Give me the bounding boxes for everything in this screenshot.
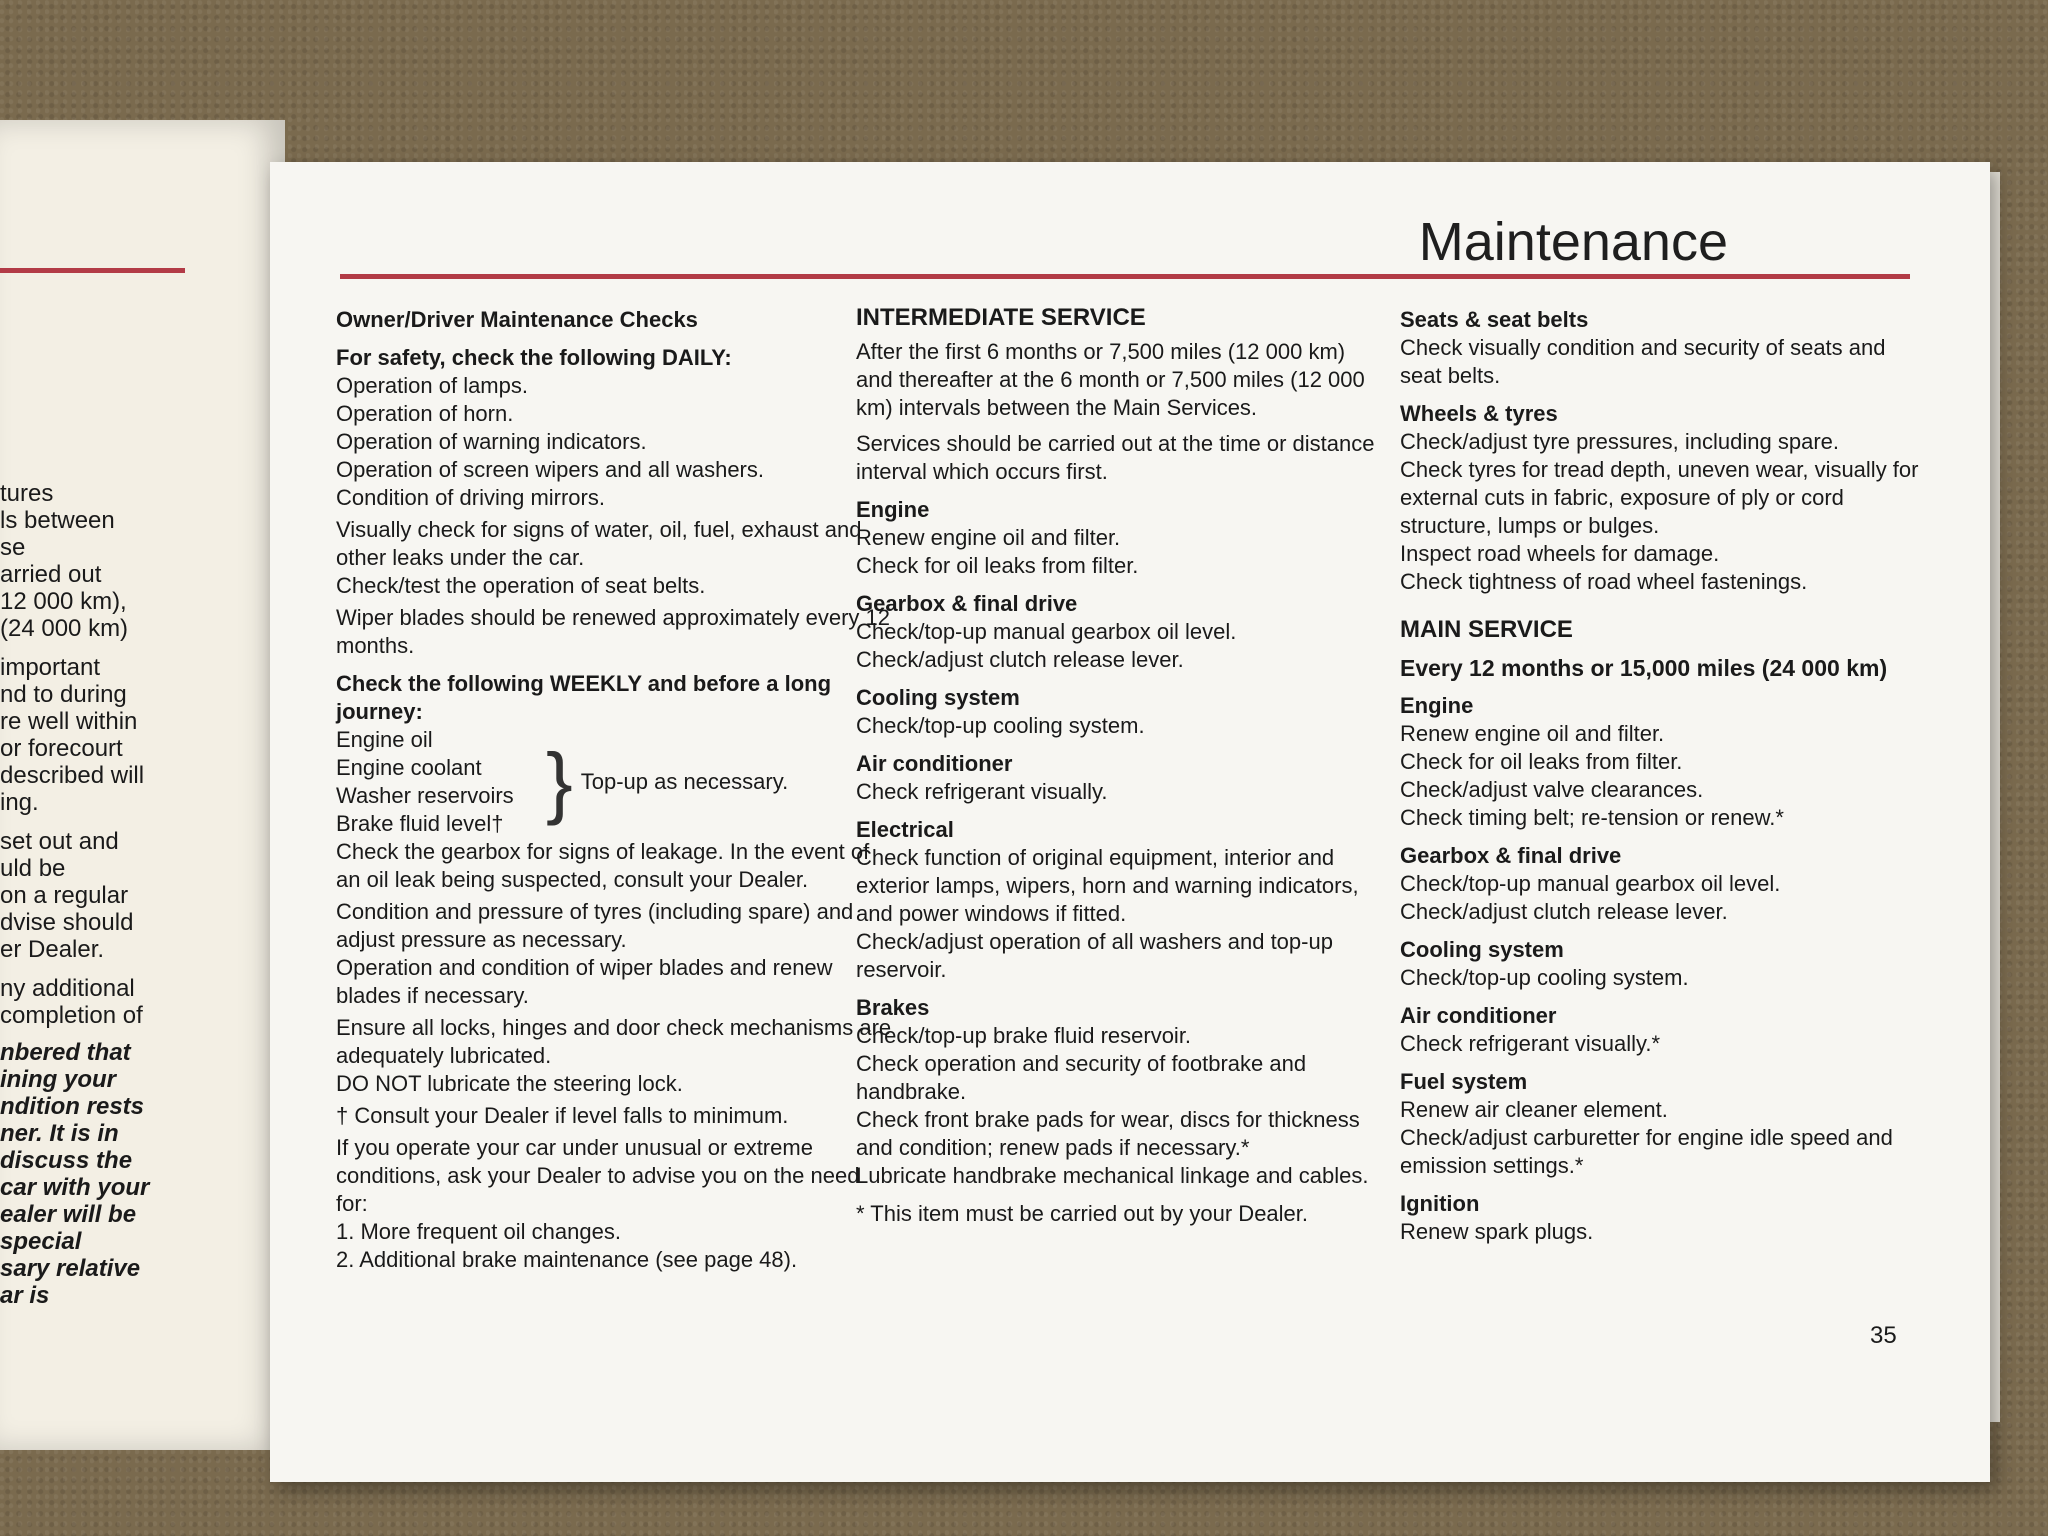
left-line: er Dealer. bbox=[0, 936, 105, 963]
left-line: se bbox=[0, 534, 26, 561]
weekly-item: Brake fluid level† bbox=[336, 811, 504, 836]
section-line: Check tyres for tread depth, uneven wear, visually for external cuts in fabric, exposure of ply or cord structure, lumps or bulges. bbox=[1400, 457, 1919, 538]
page-number: 35 bbox=[1870, 1322, 1897, 1349]
left-line: described will bbox=[0, 762, 145, 789]
left-line: (24 000 km) bbox=[0, 615, 129, 642]
left-line: uld be bbox=[0, 855, 66, 882]
left-bold-paragraph bbox=[0, 1039, 285, 1309]
weekly-item: Washer reservoirs bbox=[336, 783, 514, 808]
section-line: Check operation and security of footbrake and handbrake. bbox=[856, 1051, 1307, 1104]
seat-belt-check: Check/test the operation of seat belts. bbox=[336, 573, 706, 598]
brace-glyph: } bbox=[546, 737, 573, 826]
left-bold-line: discuss the bbox=[0, 1147, 133, 1174]
left-line: or forecourt bbox=[0, 735, 123, 762]
section-line: Check timing belt; re-tension or renew.* bbox=[1400, 805, 1784, 830]
daily-item: Operation of horn. bbox=[336, 401, 514, 426]
left-bold-line: ining your bbox=[0, 1066, 116, 1093]
left-bold-line: sary relative bbox=[0, 1255, 141, 1282]
section-title: Engine bbox=[1400, 693, 1474, 718]
list-item: 1. More frequent oil changes. bbox=[336, 1219, 621, 1244]
page-title: Maintenance bbox=[1418, 212, 1728, 272]
left-page-rule bbox=[0, 268, 185, 273]
section-line: Check/adjust clutch release lever. bbox=[856, 647, 1184, 672]
left-bold-line: ner. It is in bbox=[0, 1120, 119, 1147]
visual-check: Visually check for signs of water, oil, fuel, exhaust and other leaks under the car. bbox=[336, 517, 862, 570]
section-title: Cooling system bbox=[1400, 937, 1564, 962]
left-bold-line: nbered that bbox=[0, 1039, 131, 1066]
section-title: Engine bbox=[856, 497, 930, 522]
left-line: completion of bbox=[0, 1002, 143, 1029]
left-bold-line: car with your bbox=[0, 1174, 150, 1201]
left-line: 12 000 km), bbox=[0, 588, 127, 615]
weekly-heading: Check the following WEEKLY and before a long journey: bbox=[336, 671, 832, 724]
left-bold-line: special bbox=[0, 1228, 82, 1255]
section-line: Check tightness of road wheel fastenings. bbox=[1400, 569, 1808, 594]
section-title: Seats & seat belts bbox=[1400, 307, 1589, 332]
daily-item: Condition of driving mirrors. bbox=[336, 485, 605, 510]
intermediate-timing: Services should be carried out at the time or distance interval which occurs first. bbox=[856, 431, 1375, 484]
section-line: Check for oil leaks from filter. bbox=[856, 553, 1139, 578]
section-title: Gearbox & final drive bbox=[856, 591, 1078, 616]
tyres-note: Condition and pressure of tyres (including spare) and adjust pressure as necessary. bbox=[336, 899, 854, 952]
section-line: Check visually condition and security of seats and seat belts. bbox=[1400, 335, 1886, 388]
weekly-action: Top-up as necessary. bbox=[580, 769, 789, 794]
owner-checks-column bbox=[336, 292, 896, 1274]
section-line: Check refrigerant visually.* bbox=[1400, 1031, 1661, 1056]
left-line: on a regular bbox=[0, 882, 129, 909]
unusual-note: If you operate your car under unusual or extreme conditions, ask your Dealer to advise you on the need for: bbox=[336, 1135, 860, 1216]
section-line: Check front brake pads for wear, discs for thickness and condition; renew pads if necessary.* bbox=[856, 1107, 1360, 1160]
intermediate-intro: After the first 6 months or 7,500 miles (12 000 km) and thereafter at the 6 month or 7,500 miles (12 000 km) intervals between the Main Services. bbox=[856, 339, 1365, 420]
left-line: ny additional bbox=[0, 975, 135, 1002]
section-line: Check/adjust carburetter for engine idle speed and emission settings.* bbox=[1400, 1125, 1893, 1178]
wiper-note: Wiper blades should be renewed approximately every 12 months. bbox=[336, 605, 890, 658]
section-title: Gearbox & final drive bbox=[1400, 843, 1622, 868]
section-title: Air conditioner bbox=[1400, 1003, 1557, 1028]
left-line: ing. bbox=[0, 789, 39, 816]
left-line: re well within bbox=[0, 708, 138, 735]
wipers-note: Operation and condition of wiper blades and renew blades if necessary. bbox=[336, 955, 833, 1008]
section-line: Renew spark plugs. bbox=[1400, 1219, 1594, 1244]
section-line: Check/adjust tyre pressures, including spare. bbox=[1400, 429, 1839, 454]
gearbox-note: Check the gearbox for signs of leakage. In the event of an oil leak being suspected, consult your Dealer. bbox=[336, 839, 870, 892]
section-title: Fuel system bbox=[1400, 1069, 1528, 1094]
section-line: Check/top-up brake fluid reservoir. bbox=[856, 1023, 1192, 1048]
left-bold-line: ndition rests bbox=[0, 1093, 145, 1120]
daily-item: Operation of warning indicators. bbox=[336, 429, 647, 454]
left-line: dvise should bbox=[0, 909, 134, 936]
page-edge bbox=[1990, 172, 2000, 1422]
right-page bbox=[270, 162, 1990, 1482]
weekly-checklist bbox=[336, 726, 896, 838]
section-line: Inspect road wheels for damage. bbox=[1400, 541, 1720, 566]
section-title: Wheels & tyres bbox=[1400, 401, 1558, 426]
left-line: important bbox=[0, 654, 101, 681]
section-line: Renew air cleaner element. bbox=[1400, 1097, 1668, 1122]
section-line: Lubricate handbrake mechanical linkage and cables. bbox=[856, 1163, 1369, 1188]
section-line: Check/adjust operation of all washers and top-up reservoir. bbox=[856, 929, 1333, 982]
left-bold-line: ar is bbox=[0, 1282, 50, 1309]
section-line: Check refrigerant visually. bbox=[856, 779, 1108, 804]
intermediate-column bbox=[856, 292, 1376, 1228]
section-line: Check/top-up manual gearbox oil level. bbox=[1400, 871, 1781, 896]
section-line: Check function of original equipment, interior and exterior lamps, wipers, horn and warning indicators, and power windows if fitted. bbox=[856, 845, 1359, 926]
section-title: Ignition bbox=[1400, 1191, 1480, 1216]
main-service-column bbox=[1400, 292, 1920, 1246]
owner-heading: Owner/Driver Maintenance Checks bbox=[336, 307, 698, 332]
weekly-item: Engine coolant bbox=[336, 755, 482, 780]
main-service-heading: MAIN SERVICE bbox=[1400, 616, 1573, 643]
title-rule bbox=[340, 274, 1910, 279]
section-title: Air conditioner bbox=[856, 751, 1013, 776]
section-line: Renew engine oil and filter. bbox=[1400, 721, 1665, 746]
left-page bbox=[0, 120, 285, 1450]
steering-note: DO NOT lubricate the steering lock. bbox=[336, 1071, 683, 1096]
left-line: nd to during bbox=[0, 681, 127, 708]
section-title: Cooling system bbox=[856, 685, 1020, 710]
section-line: Check/top-up cooling system. bbox=[1400, 965, 1689, 990]
section-line: Check/top-up manual gearbox oil level. bbox=[856, 619, 1237, 644]
weekly-item: Engine oil bbox=[336, 727, 433, 752]
section-line: Renew engine oil and filter. bbox=[856, 525, 1121, 550]
section-title: Brakes bbox=[856, 995, 930, 1020]
left-line: set out and bbox=[0, 828, 119, 855]
locks-note: Ensure all locks, hinges and door check mechanisms are adequately lubricated. bbox=[336, 1015, 892, 1068]
left-line: arried out bbox=[0, 561, 102, 588]
list-item: 2. Additional brake maintenance (see page 48). bbox=[336, 1247, 798, 1272]
daily-heading: For safety, check the following DAILY: bbox=[336, 345, 732, 370]
section-line: Check for oil leaks from filter. bbox=[1400, 749, 1683, 774]
left-line: ls between bbox=[0, 507, 115, 534]
consult-note: † Consult your Dealer if level falls to minimum. bbox=[336, 1103, 789, 1128]
main-service-interval: Every 12 months or 15,000 miles (24 000 km) bbox=[1400, 655, 1888, 681]
section-title: Electrical bbox=[856, 817, 954, 842]
daily-item: Operation of lamps. bbox=[336, 373, 528, 398]
left-line: tures bbox=[0, 480, 54, 507]
section-line: Check/top-up cooling system. bbox=[856, 713, 1145, 738]
left-page-text bbox=[0, 480, 285, 1309]
section-line: Check/adjust valve clearances. bbox=[1400, 777, 1704, 802]
intermediate-heading: INTERMEDIATE SERVICE bbox=[856, 304, 1146, 331]
section-line: Check/adjust clutch release lever. bbox=[1400, 899, 1728, 924]
left-bold-line: ealer will be bbox=[0, 1201, 137, 1228]
daily-item: Operation of screen wipers and all washers. bbox=[336, 457, 764, 482]
dealer-footnote: * This item must be carried out by your Dealer. bbox=[856, 1201, 1309, 1226]
